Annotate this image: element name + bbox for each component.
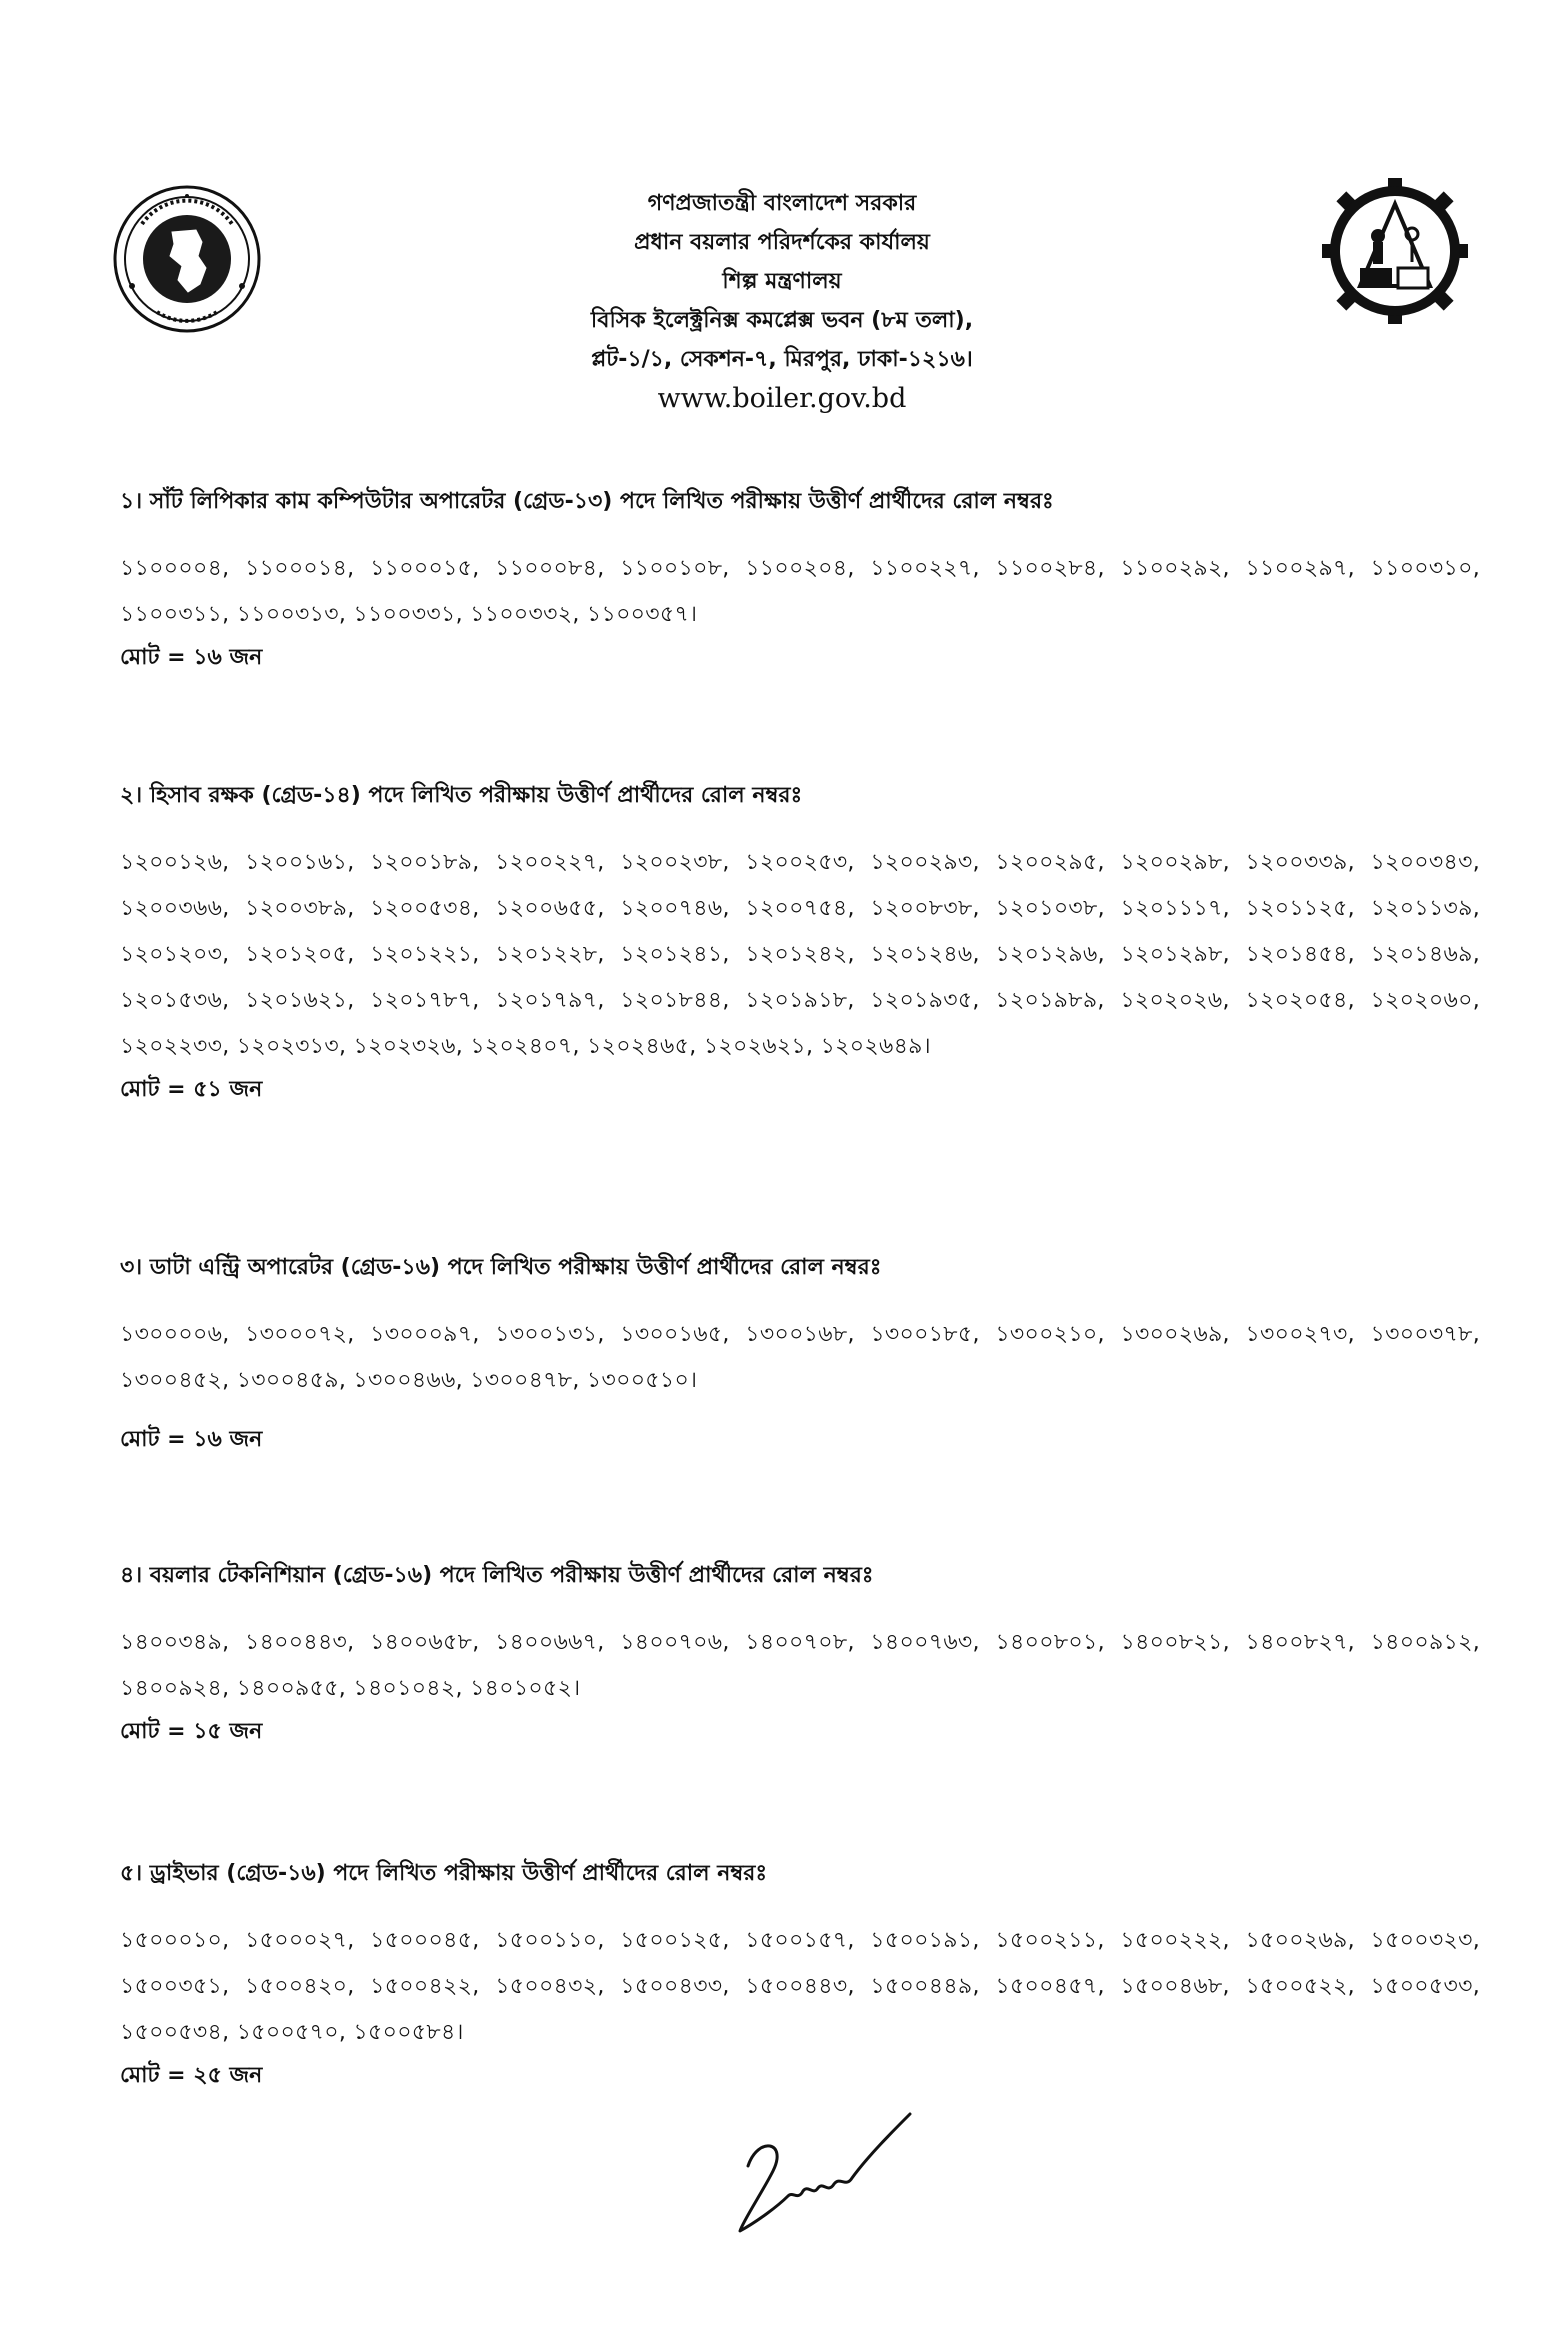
roll-numbers: ১১০০০০৪, ১১০০০১৪, ১১০০০১৫, ১১০০০৮৪, ১১০০১০৮, ১১০০২০৪, ১১০০২২৭, ১১০০২৮৪, ১১০০২৯২, ১১০০২৯৭, ১১০০৩১০, ১১০০৩১১, ১১০০৩১৩, ১১০০৩৩১, ১১০০৩৩২, ১১০০৩৫৭। — [120, 556, 1480, 627]
header-line: প্লট-১/১, সেকশন-৭, মিরপুর, ঢাকা-১২১৬। — [591, 347, 973, 372]
website-url: www.boiler.gov.bd — [657, 383, 907, 414]
result-section — [120, 1252, 1480, 1460]
total-count: মোট = ৫১ জন — [120, 1077, 263, 1102]
result-section — [120, 780, 1480, 1110]
header-line: গণপ্রজাতন্ত্রী বাংলাদেশ সরকার — [647, 191, 917, 216]
section-title: ৫। ড্রাইভার (গ্রেড-১৬) পদে লিখিত পরীক্ষায় উত্তীর্ণ প্রার্থীদের রোল নম্বরঃ — [120, 1861, 768, 1886]
letterhead — [0, 184, 1564, 419]
roll-numbers: ১২০০১২৬, ১২০০১৬১, ১২০০১৮৯, ১২০০২২৭, ১২০০২৩৮, ১২০০২৫৩, ১২০০২৯৩, ১২০০২৯৫, ১২০০২৯৮, ১২০০৩৩৯, ১২০০৩৪৩, ১২০০৩৬৬, ১২০০৩৮৯, ১২০০৫৩৪, ১২০০৬৫৫, ১২০০৭৪৬, ১২০০৭৫৪, ১২০০৮৩৮, ১২০১০৩৮, ১২০১১১৭, ১২০১১২৫, ১২০১১৩৯, ১২০১২০৩, ১২০১২০৫, ১২০১২২১, ১২০১২২৮, ১২০১২৪১, ১২০১২৪২, ১২০১২৪৬, ১২০১২৯৬, ১২০১২৯৮, ১২০১৪৫৪, ১২০১৪৬৯, ১২০১৫৩৬, ১২০১৬২১, ১২০১৭৮৭, ১২০১৭৯৭, ১২০১৮৪৪, ১২০১৯১৮, ১২০১৯৩৫, ১২০১৯৮৯, ১২০২০২৬, ১২০২০৫৪, ১২০২০৬০, ১২০২২৩৩, ১২০২৩১৩, ১২০২৩২৬, ১২০২৪০৭, ১২০২৪৬৫, ১২০২৬২১, ১২০২৬৪৯। — [120, 850, 1480, 1059]
section-title: ৩। ডাটা এন্ট্রি অপারেটর (গ্রেড-১৬) পদে লিখিত পরীক্ষায় উত্তীর্ণ প্রার্থীদের রোল নম্বরঃ — [120, 1255, 882, 1280]
result-section — [120, 486, 1480, 678]
section-title: ১। সাঁট লিপিকার কাম কম্পিউটার অপারেটর (গ্রেড-১৩) পদে লিখিত পরীক্ষায় উত্তীর্ণ প্রার্থীদের রোল নম্বরঃ — [120, 489, 1054, 514]
total-count: মোট = ১৬ জন — [120, 645, 263, 670]
section-title: ৪। বয়লার টেকনিশিয়ান (গ্রেড-১৬) পদে লিখিত পরীক্ষায় উত্তীর্ণ প্রার্থীদের রোল নম্বরঃ — [120, 1563, 874, 1588]
result-section — [120, 1560, 1480, 1752]
result-section — [120, 1858, 1480, 2096]
header-line: বিসিক ইলেক্ট্রনিক্স কমপ্লেক্স ভবন (৮ম তলা), — [590, 308, 974, 333]
roll-numbers: ১৪০০৩৪৯, ১৪০০৪৪৩, ১৪০০৬৫৮, ১৪০০৬৬৭, ১৪০০৭০৬, ১৪০০৭০৮, ১৪০০৭৬৩, ১৪০০৮০১, ১৪০০৮২১, ১৪০০৮২৭, ১৪০০৯১২, ১৪০০৯২৪, ১৪০০৯৫৫, ১৪০১০৪২, ১৪০১০৫২। — [120, 1630, 1480, 1701]
signature — [728, 2096, 918, 2246]
roll-numbers: ১৩০০০০৬, ১৩০০০৭২, ১৩০০০৯৭, ১৩০০১৩১, ১৩০০১৬৫, ১৩০০১৬৮, ১৩০০১৮৫, ১৩০০২১০, ১৩০০২৬৯, ১৩০০২৭৩, ১৩০০৩৭৮, ১৩০০৪৫২, ১৩০০৪৫৯, ১৩০০৪৬৬, ১৩০০৪৭৮, ১৩০০৫১০। — [120, 1322, 1480, 1393]
header-line: প্রধান বয়লার পরিদর্শকের কার্যালয় — [634, 230, 930, 255]
total-count: মোট = ১৫ জন — [120, 1719, 263, 1744]
section-title: ২। হিসাব রক্ষক (গ্রেড-১৪) পদে লিখিত পরীক্ষায় উত্তীর্ণ প্রার্থীদের রোল নম্বরঃ — [120, 783, 803, 808]
header-line: শিল্প মন্ত্রণালয় — [722, 269, 842, 294]
total-count: মোট = ২৫ জন — [120, 2063, 263, 2088]
roll-numbers: ১৫০০০১০, ১৫০০০২৭, ১৫০০০৪৫, ১৫০০১১০, ১৫০০১২৫, ১৫০০১৫৭, ১৫০০১৯১, ১৫০০২১১, ১৫০০২২২, ১৫০০২৬৯, ১৫০০৩২৩, ১৫০০৩৫১, ১৫০০৪২০, ১৫০০৪২২, ১৫০০৪৩২, ১৫০০৪৩৩, ১৫০০৪৪৩, ১৫০০৪৪৯, ১৫০০৪৫৭, ১৫০০৪৬৮, ১৫০০৫২২, ১৫০০৫৩৩, ১৫০০৫৩৪, ১৫০০৫৭০, ১৫০০৫৮৪। — [120, 1928, 1480, 2045]
total-count: মোট = ১৬ জন — [120, 1427, 263, 1452]
